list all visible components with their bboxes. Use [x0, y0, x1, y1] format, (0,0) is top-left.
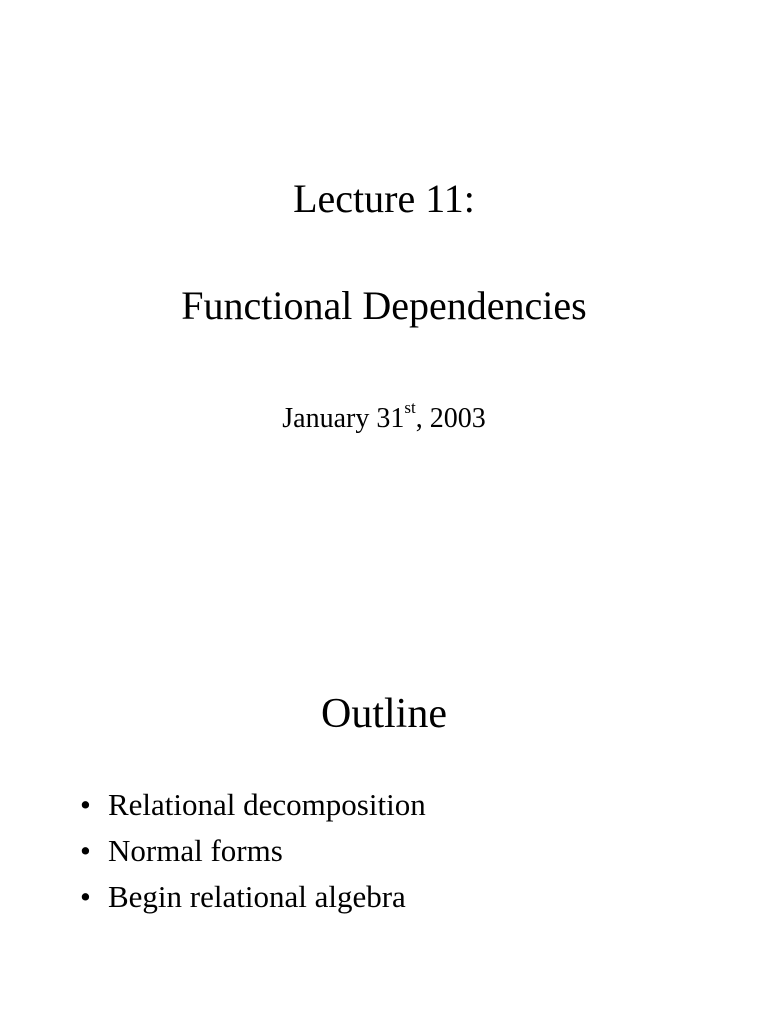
- list-item: [80, 874, 426, 920]
- lecture-number: Lecture 11:: [293, 176, 475, 221]
- lecture-topic: Functional Dependencies: [181, 283, 587, 328]
- bullet-icon: •: [80, 787, 91, 822]
- outline-list: [80, 782, 426, 920]
- list-item: [80, 782, 426, 828]
- bullet-icon: •: [80, 833, 91, 868]
- list-item-text: Begin relational algebra: [108, 879, 406, 914]
- list-item: [80, 828, 426, 874]
- list-item-text: Relational decomposition: [108, 787, 426, 822]
- outline-heading: Outline: [321, 691, 447, 737]
- lecture-date: [0, 397, 768, 438]
- date-prefix: January 31: [282, 403, 405, 434]
- outline-slide: [0, 512, 768, 1024]
- bullet-icon: •: [80, 879, 91, 914]
- date-superscript: st: [404, 397, 416, 417]
- list-item-text: Normal forms: [108, 833, 283, 868]
- date-suffix: , 2003: [415, 403, 486, 434]
